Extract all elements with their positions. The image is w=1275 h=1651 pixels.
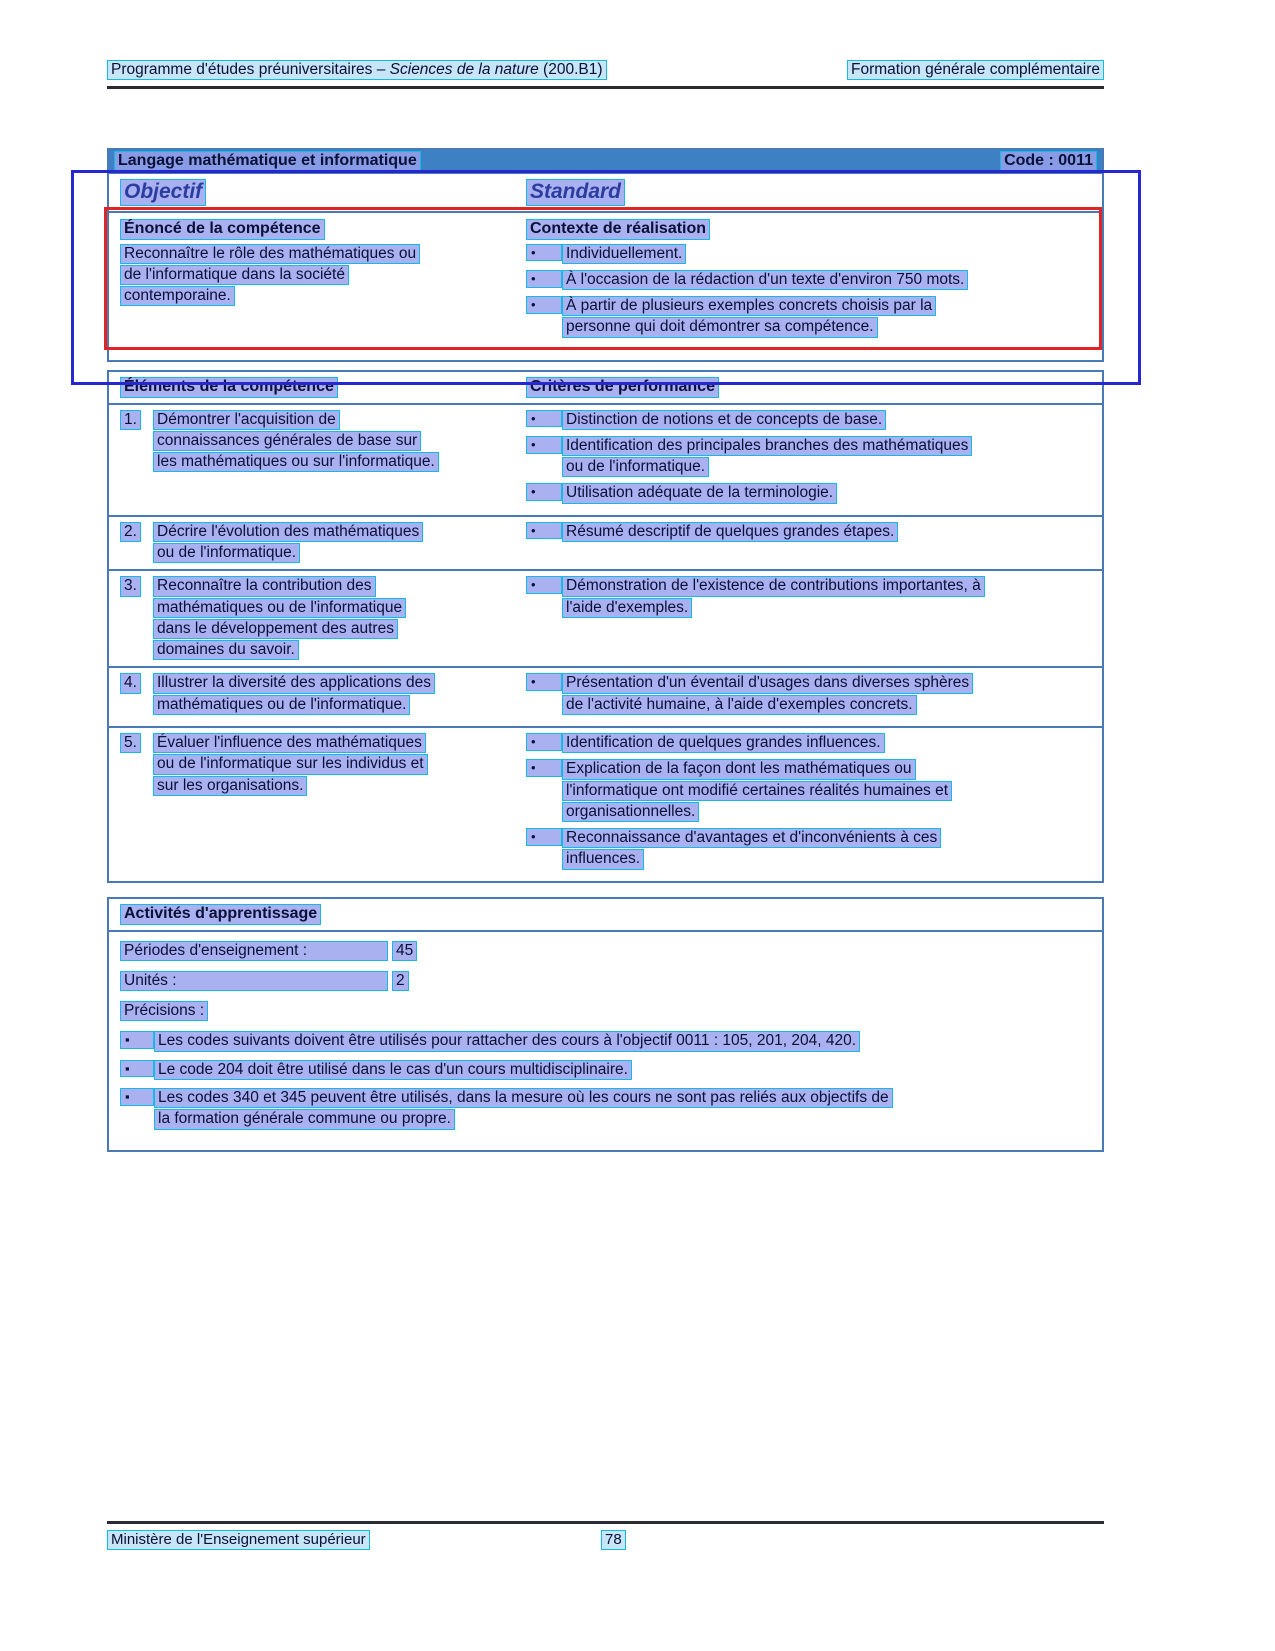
element-row-1 [109,405,1102,515]
units-label: Unités : [120,971,388,991]
units-value: 2 [392,971,409,991]
critere-line: l'aide d'exemples. [562,598,692,618]
element-number: 2. [120,522,141,542]
element-number: 5. [120,733,141,753]
context-bullet-item [526,244,1094,265]
course-title: Langage mathématique et informatique [114,151,421,172]
element-row-5 [109,726,1102,881]
critere-line: Résumé descriptif de quelques grandes étapes. [562,522,898,542]
precision-bullet-item [120,1088,1094,1131]
critere-line: de l'activité humaine, à l'aide d'exemples concrets. [562,695,917,715]
bullet-icon: • [526,410,562,428]
competence-headers-row [109,213,1102,242]
criteres-header: Critères de performance [526,377,719,398]
context-line: Individuellement. [562,244,686,264]
square-bullet-icon: ▪ [120,1031,154,1049]
element-number: 4. [120,673,141,693]
critere-line: Explication de la façon dont les mathématiques ou [562,759,916,779]
contexte-header: Contexte de réalisation [526,219,710,240]
element-line: Reconnaître la contribution des [153,576,376,596]
context-line: personne qui doit démontrer sa compétence. [562,317,878,337]
page-header [107,60,1104,80]
critere-line: ou de l'informatique. [562,457,709,477]
activities-header: Activités d'apprentissage [120,904,321,925]
critere-line: l'informatique ont modifié certaines réalités humaines et [562,781,952,801]
element-line: mathématiques ou de l'informatique. [153,695,410,715]
element-line: ou de l'informatique sur les individus et [153,754,428,774]
bullet-icon: • [526,436,562,454]
precision-line: Les codes suivants doivent être utilisés pour rattacher des cours à l'objectif 0011 : 105, 201, 204, 420. [154,1031,860,1051]
square-bullet-icon: ▪ [120,1088,154,1106]
context-bullet-item [526,270,1094,291]
standard-label: Standard [526,179,625,206]
criteres-text [526,522,1094,565]
objectif-standard-row [109,174,1102,213]
competence-content-row [109,242,1102,360]
periods-label: Périodes d'enseignement : [120,941,388,961]
element-text [153,576,526,661]
element-line: dans le développement des autres [153,619,398,639]
element-row-2 [109,515,1102,570]
context-bullet-item [526,296,1094,339]
program-title-text: Programme d'études préuniversitaires – [111,61,390,78]
element-line: Décrire l'évolution des mathématiques [153,522,423,542]
program-code-text: (200.B1) [538,61,603,78]
element-line: mathématiques ou de l'informatique [153,598,406,618]
bullet-icon: • [526,270,562,288]
page-header-right: Formation générale complémentaire [847,60,1104,80]
bullet-icon: • [526,522,562,540]
objectif-label: Objectif [120,179,206,206]
element-line: les mathématiques ou sur l'informatique. [153,452,439,472]
context-bullets [526,244,1094,344]
course-title-bar [109,150,1102,174]
bullet-icon: • [526,576,562,594]
element-row-3 [109,569,1102,666]
critere-bullet-item [526,522,1094,543]
objectif-standard-table [107,148,1104,362]
bullet-icon: • [526,483,562,501]
program-title-italic: Sciences de la nature [389,61,539,78]
critere-bullet-item [526,673,1094,716]
element-line: domaines du savoir. [153,640,299,660]
critere-line: Reconnaissance d'avantages et d'inconvénients à ces [562,828,941,848]
enonce-header: Énoncé de la compétence [120,219,325,240]
criteres-text [526,576,1094,661]
document-body [107,148,1104,1152]
elements-header: Éléments de la compétence [120,377,338,398]
course-code-badge: Code : 0011 [1000,151,1097,172]
critere-bullet-item [526,733,1094,754]
square-bullet-icon: ▪ [120,1060,154,1078]
element-number: 3. [120,576,141,596]
element-text [153,410,526,510]
activities-header-row [109,899,1102,932]
precision-line: Les codes 340 et 345 peuvent être utilisés, dans la mesure où les cours ne sont pas reliés aux objectifs de [154,1088,893,1108]
critere-line: Identification des principales branches des mathématiques [562,436,972,456]
critere-line: Distinction de notions et de concepts de base. [562,410,886,430]
activities-box [107,897,1104,1152]
context-line: À partir de plusieurs exemples concrets choisis par la [562,296,936,316]
bullet-icon: • [526,828,562,846]
element-line: Évaluer l'influence des mathématiques [153,733,426,753]
elements-headers-row [109,372,1102,405]
competence-statement [120,244,526,344]
critere-bullet-item [526,576,1094,619]
critere-line: organisationnelles. [562,802,699,822]
critere-line: Utilisation adéquate de la terminologie. [562,483,837,503]
critere-bullet-item [526,759,1094,823]
critere-bullet-item [526,828,1094,871]
criteres-text [526,673,1094,721]
element-line: connaissances générales de base sur [153,431,421,451]
header-rule [107,86,1104,89]
element-line: Illustrer la diversité des applications des [153,673,435,693]
statement-line: de l'informatique dans la société [120,265,349,285]
precisions-label: Précisions : [120,1001,208,1021]
critere-bullet-item [526,483,1094,504]
precision-line: la formation générale commune ou propre. [154,1109,455,1129]
critere-bullet-item [526,436,1094,479]
element-text [153,673,526,721]
element-line: Démontrer l'acquisition de [153,410,340,430]
units-row [120,971,1094,991]
precisions-row [120,1001,1094,1021]
element-row-4 [109,666,1102,726]
footer-page-number: 78 [601,1530,626,1550]
critere-line: Présentation d'un éventail d'usages dans diverses sphères [562,673,973,693]
page-header-left [107,60,607,80]
element-text [153,522,526,565]
element-line: ou de l'informatique. [153,543,300,563]
elements-criteres-table [107,370,1104,883]
critere-line: Identification de quelques grandes influences. [562,733,885,753]
bullet-icon: • [526,759,562,777]
critere-line: influences. [562,849,644,869]
bullet-icon: • [526,296,562,314]
periods-row [120,941,1094,961]
bullet-icon: • [526,733,562,751]
activities-body [109,932,1102,1150]
statement-line: contemporaine. [120,286,235,306]
bullet-icon: • [526,673,562,691]
bullet-icon: • [526,244,562,262]
criteres-text [526,733,1094,876]
element-text [153,733,526,876]
element-line: sur les organisations. [153,776,307,796]
context-line: À l'occasion de la rédaction d'un texte d'environ 750 mots. [562,270,968,290]
precision-bullet-item [120,1060,1094,1081]
precision-bullet-item [120,1031,1094,1052]
criteres-text [526,410,1094,510]
precision-line: Le code 204 doit être utilisé dans le cas d'un cours multidisciplinaire. [154,1060,632,1080]
critere-bullet-item [526,410,1094,431]
element-number: 1. [120,410,141,430]
statement-line: Reconnaître le rôle des mathématiques ou [120,244,420,264]
footer-ministry: Ministère de l'Enseignement supérieur [107,1530,370,1550]
periods-value: 45 [392,941,417,961]
footer-rule [107,1521,1104,1524]
critere-line: Démonstration de l'existence de contributions importantes, à [562,576,985,596]
